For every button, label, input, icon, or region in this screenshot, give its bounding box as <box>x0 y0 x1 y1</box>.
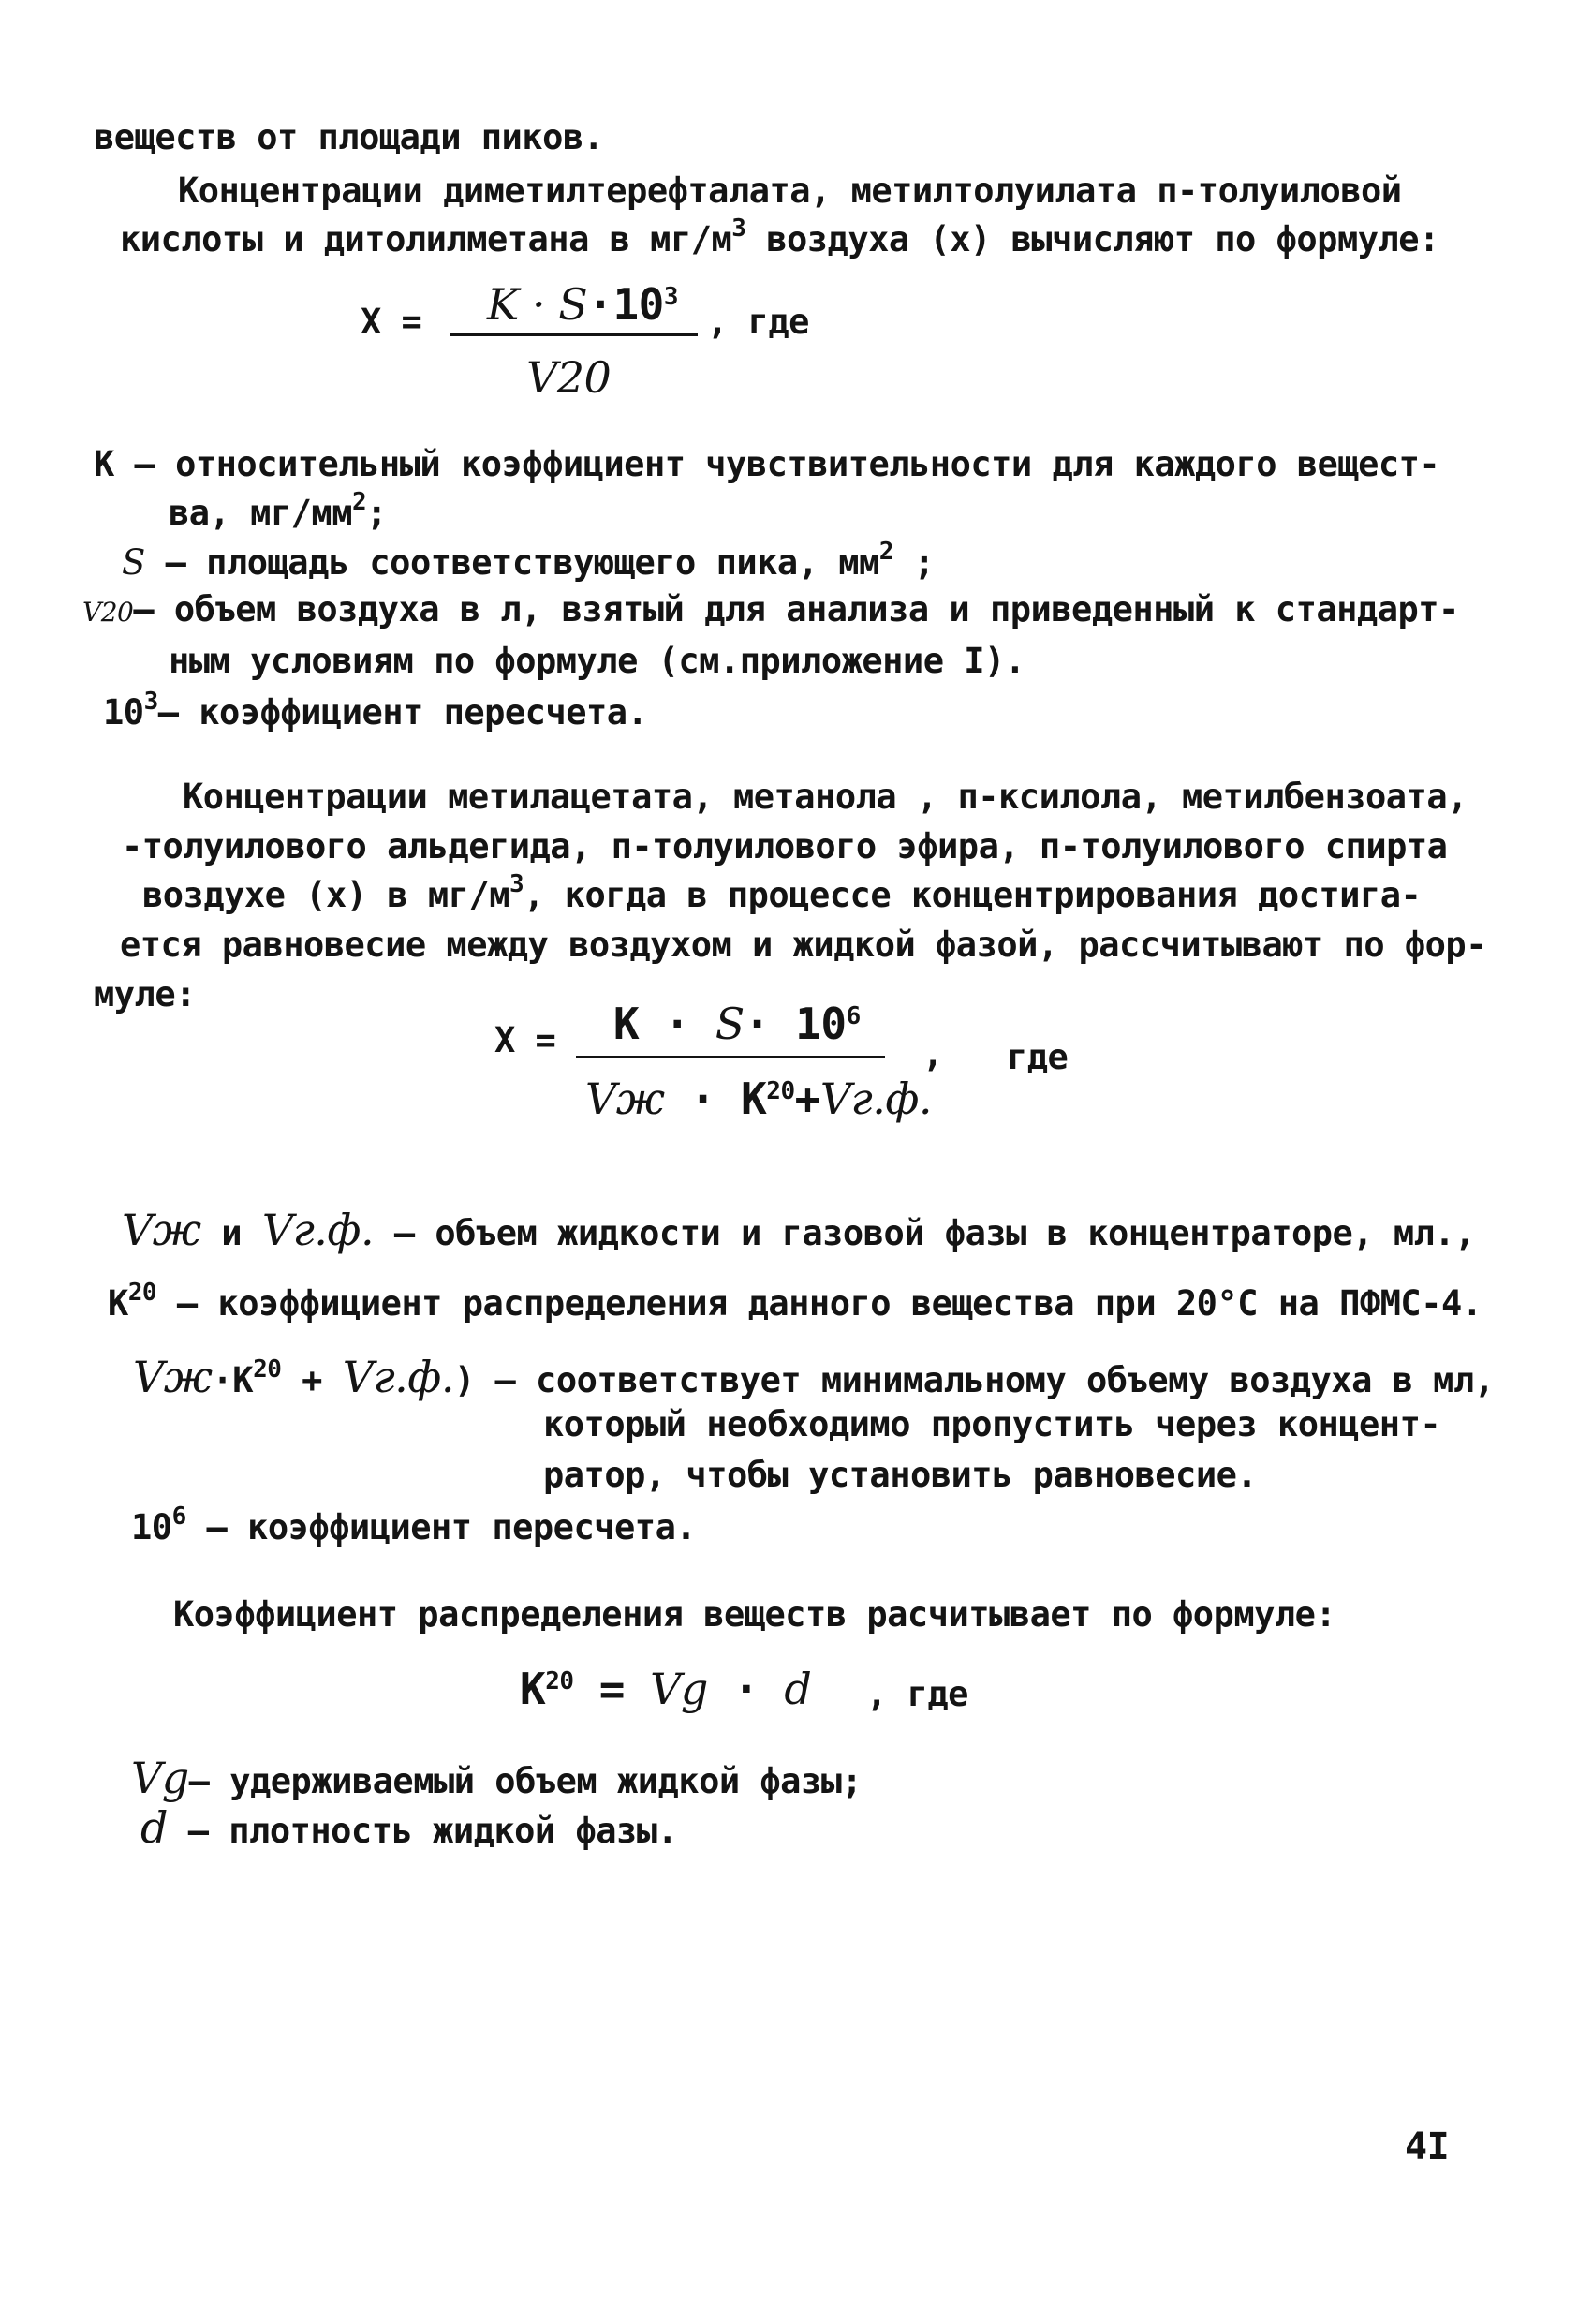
definition-s <box>122 538 935 583</box>
superscript: 20 <box>253 1355 282 1384</box>
symbol-v20: V20 <box>82 597 134 628</box>
superscript: 3 <box>731 215 746 243</box>
superscript: 6 <box>846 1002 861 1030</box>
text-span: – коэффициент пересчета. <box>185 1507 697 1547</box>
text-span: ва, мг/мм <box>169 493 352 533</box>
symbol-k: K · <box>613 999 715 1049</box>
where-label: , где <box>866 1674 968 1714</box>
symbol-s: S <box>558 279 588 330</box>
definition-min-volume <box>133 1352 1495 1402</box>
superscript: 3 <box>663 283 678 311</box>
definition-v20 <box>82 589 1459 629</box>
definition-k: K – относительный коэффициент чувствительности для каждого вещест- <box>94 444 1440 484</box>
symbol-k: K · <box>487 279 559 330</box>
plus-sign: + <box>794 1073 820 1124</box>
definition-factor-1 <box>103 688 648 733</box>
where-label: где <box>1007 1037 1069 1077</box>
formula-3 <box>520 1664 812 1714</box>
paren: ) <box>453 1360 475 1400</box>
fraction-bar <box>576 1056 885 1058</box>
symbol-k: K <box>108 1283 128 1324</box>
text-span: воздухе (x) в мг/м <box>142 875 509 915</box>
text-span: кислоты и дитолилметана в мг/м <box>120 219 732 259</box>
superscript: 20 <box>127 1279 157 1307</box>
text-span: , когда в процессе концентрирования достига- <box>524 875 1422 915</box>
superscript: 3 <box>509 870 524 898</box>
text-line: ратор, чтобы установить равновесие. <box>543 1455 1258 1495</box>
text-line <box>142 870 1422 915</box>
definition-v20-cont: ным условиям по формуле (см.приложение I). <box>169 641 1025 681</box>
text-line: Коэффициент распределения веществ расчитывает по формуле: <box>173 1594 1336 1635</box>
text-line <box>120 215 1439 259</box>
text-span: – объем жидкости и газовой фазы в концентраторе, мл., <box>374 1213 1475 1253</box>
symbol-d: d <box>140 1802 168 1853</box>
formula-numerator <box>613 999 861 1049</box>
superscript: 20 <box>545 1667 574 1695</box>
symbol-v-liquid: Vж <box>133 1352 213 1402</box>
formula-lhs: X = <box>494 1020 556 1060</box>
definition-volumes <box>122 1205 1475 1255</box>
symbol-d: d <box>784 1664 812 1714</box>
formula-denominator <box>585 1073 933 1124</box>
symbol-v-liquid: Vж <box>585 1073 665 1124</box>
page-number: 4I <box>1405 2125 1450 2169</box>
text-line: -толуилового альдегида, п-толуилового эфира, п-толуилового спирта <box>122 826 1448 866</box>
text-line: муле: <box>94 974 196 1014</box>
formula-comma: , <box>922 1034 943 1074</box>
plus-sign: + <box>281 1360 343 1400</box>
power-of-ten: · 10 <box>744 999 847 1049</box>
superscript: 6 <box>171 1502 186 1531</box>
power-of-ten: ·10 <box>587 279 664 330</box>
superscript: 20 <box>766 1077 795 1105</box>
superscript: 3 <box>143 688 158 716</box>
text-span: – коэффициент распределения данного вещества при 20°C на ПФМС-4. <box>156 1283 1482 1324</box>
definition-factor-2 <box>131 1502 697 1547</box>
symbol-vg: Vg <box>131 1753 189 1803</box>
text-line: Концентрации диметилтерефталата, метилтолуилата п-толуиловой <box>178 170 1402 211</box>
text-span: воздуха (x) вычисляют по формуле: <box>745 219 1439 259</box>
symbol-v-gas: Vг.ф. <box>819 1073 933 1124</box>
text-span: – объем воздуха в л, взятый для анализа и приведенный к стандарт- <box>133 589 1459 629</box>
superscript: 2 <box>878 538 893 566</box>
superscript: 2 <box>351 488 367 516</box>
fraction-bar <box>450 333 698 336</box>
text-span: – коэффициент пересчета. <box>157 692 648 733</box>
text-span: 10 <box>131 1507 172 1547</box>
symbol-k: ·K <box>212 1360 254 1400</box>
definition-vg <box>131 1753 863 1803</box>
symbol-v-gas: Vг.ф. <box>342 1352 454 1402</box>
formula-numerator <box>487 279 678 330</box>
text-line: веществ от площади пиков. <box>94 117 604 157</box>
text-span: ; <box>892 542 935 583</box>
definition-d <box>140 1802 678 1853</box>
symbol-v-gas: Vг.ф. <box>261 1205 375 1255</box>
symbol-v-liquid: Vж <box>122 1205 201 1255</box>
text-line: ется равновесие между воздухом и жидкой фазой, рассчитывают по фор- <box>120 925 1486 965</box>
symbol-k: · K <box>664 1073 767 1124</box>
text-line: который необходимо пропустить через концент- <box>543 1404 1441 1444</box>
where-label: , где <box>707 302 809 342</box>
symbol-s: S <box>122 542 145 583</box>
text-line: Концентрации метилацетата, метанола , п-ксилола, метилбензоата, <box>183 777 1468 817</box>
text-span: 10 <box>103 692 144 733</box>
text-span: – удерживаемый объем жидкой фазы; <box>188 1761 863 1801</box>
symbol-s: S <box>715 999 745 1049</box>
formula-denominator: V20 <box>526 352 612 403</box>
formula-lhs: X = <box>361 302 422 342</box>
symbol-k: K <box>520 1664 546 1714</box>
text-span: – плотность жидкой фазы. <box>167 1811 678 1851</box>
equals-sign: = <box>573 1664 651 1714</box>
text-span: ; <box>366 493 387 533</box>
symbol-vg: Vg <box>650 1664 708 1714</box>
text-span: – соответствует минимальному объему воздуха в мл, <box>474 1360 1495 1400</box>
text-span: и <box>200 1213 262 1253</box>
dot-operator: · <box>707 1664 785 1714</box>
text-span: – площадь соответствующего пика, мм <box>144 542 879 583</box>
definition-k20 <box>108 1279 1482 1324</box>
definition-k-cont <box>169 488 387 533</box>
